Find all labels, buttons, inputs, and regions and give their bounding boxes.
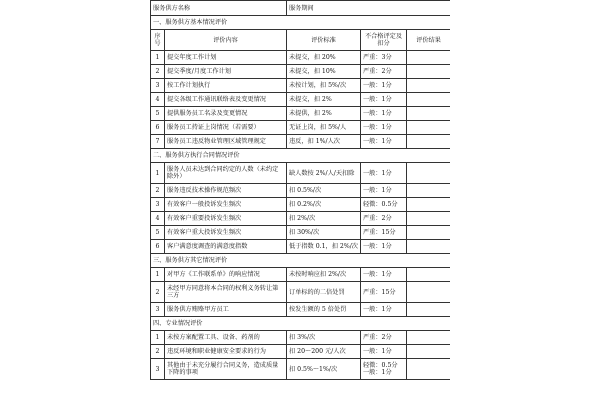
table-row (151, 198, 451, 212)
row-deduction: 一般：1分 (361, 240, 407, 254)
row-number: 3 (151, 79, 165, 93)
col-result-header: 评价结果 (407, 30, 451, 51)
row-content: 对甲方《工作联系单》的响应情况 (165, 268, 287, 282)
row-result-cell[interactable] (407, 135, 451, 149)
row-content: 违反环境和职业健康安全要求的行为 (165, 345, 287, 359)
row-number: 1 (151, 331, 165, 345)
evaluation-form (150, 0, 450, 400)
row-deduction: 严重：15分 (361, 282, 407, 303)
row-content: 提供服务员工名录及变更情况 (165, 107, 287, 121)
row-number: 7 (151, 135, 165, 149)
row-deduction: 严重：2分 (361, 212, 407, 226)
table-row (151, 240, 451, 254)
row-result-cell[interactable] (407, 198, 451, 212)
row-result-cell[interactable] (407, 107, 451, 121)
row-deduction: 一般：1分 (361, 345, 407, 359)
row-content: 提交各级工作通讯联络表及变更情况 (165, 93, 287, 107)
section-row (151, 317, 451, 331)
row-number: 3 (151, 303, 165, 317)
row-content: 客户满意度调查的满意度指数 (165, 240, 287, 254)
section-row (151, 16, 451, 30)
row-deduction: 一般：1分 (361, 93, 407, 107)
row-content: 服务供方贿赂甲方员工 (165, 303, 287, 317)
provider-name-label: 服务供方名称 (151, 1, 287, 16)
row-deduction: 一般：1分 (361, 135, 407, 149)
row-number: 1 (151, 268, 165, 282)
row-deduction: 一般：1分 (361, 268, 407, 282)
row-result-cell[interactable] (407, 282, 451, 303)
column-header-row (151, 30, 451, 51)
row-content: 未按方案配置工具、设备、药剂的 (165, 331, 287, 345)
row-content: 提交年度工作计划 (165, 51, 287, 65)
section-title: 四、专业情况评价 (151, 317, 451, 331)
table-row (151, 51, 451, 65)
row-number: 1 (151, 163, 165, 184)
row-standard: 未提交，扣 2% (287, 93, 361, 107)
header-row (151, 1, 451, 16)
row-result-cell[interactable] (407, 212, 451, 226)
table-row (151, 135, 451, 149)
row-result-cell[interactable] (407, 331, 451, 345)
table-row (151, 359, 451, 380)
row-number: 3 (151, 359, 165, 380)
row-deduction: 一般：1分 (361, 163, 407, 184)
row-number: 6 (151, 121, 165, 135)
row-result-cell[interactable] (407, 93, 451, 107)
table-row (151, 163, 451, 184)
table-row (151, 226, 451, 240)
row-standard: 扣 2%/次 (287, 212, 361, 226)
row-number: 4 (151, 212, 165, 226)
row-content: 有效客户重要投诉发生频次 (165, 212, 287, 226)
row-result-cell[interactable] (407, 121, 451, 135)
row-deduction: 一般：1分 (361, 121, 407, 135)
row-result-cell[interactable] (407, 268, 451, 282)
row-number: 3 (151, 198, 165, 212)
table-row (151, 93, 451, 107)
row-content: 服务人员未达到合同约定的人数（未约定除外） (165, 163, 287, 184)
row-standard: 扣 3%/次 (287, 331, 361, 345)
table-row (151, 345, 451, 359)
row-standard: 扣 0.2%/次 (287, 198, 361, 212)
row-deduction: 轻微：0.5分 (361, 198, 407, 212)
table-row (151, 303, 451, 317)
row-content: 提交季度/月度工作计划 (165, 65, 287, 79)
row-number: 4 (151, 93, 165, 107)
table-row (151, 268, 451, 282)
section-title: 一、服务供方基本情况评价 (151, 16, 451, 30)
row-deduction: 轻微：0.5分 一般：1分 (361, 359, 407, 380)
row-standard: 扣 20～200 元/人次 (287, 345, 361, 359)
row-number: 2 (151, 184, 165, 198)
row-content: 有效客户一般投诉发生频次 (165, 198, 287, 212)
row-standard: 缺人数按 2%/人/天扣除 (287, 163, 361, 184)
col-standard-header: 评价标准 (287, 30, 361, 51)
row-result-cell[interactable] (407, 345, 451, 359)
row-standard: 扣 0.5%/次 (287, 184, 361, 198)
table-row (151, 107, 451, 121)
row-number: 6 (151, 240, 165, 254)
row-number: 1 (151, 51, 165, 65)
row-result-cell[interactable] (407, 184, 451, 198)
row-deduction: 严重：3分 (361, 51, 407, 65)
row-standard: 扣 0.5%～1%/次 (287, 359, 361, 380)
row-deduction: 一般：1分 (361, 79, 407, 93)
row-standard: 无证上岗，扣 5%/人 (287, 121, 361, 135)
section-title: 三、服务供方其它情况评价 (151, 254, 451, 268)
row-deduction: 一般：1分 (361, 184, 407, 198)
row-number: 2 (151, 65, 165, 79)
row-result-cell[interactable] (407, 226, 451, 240)
row-standard: 未提供，扣 2% (287, 107, 361, 121)
table-row (151, 121, 451, 135)
col-deduction-header: 不合格评定及扣分 (361, 30, 407, 51)
row-content: 未经甲方同意将本合同的权利义务转让第三方 (165, 282, 287, 303)
row-content: 有效客户重大投诉发生频次 (165, 226, 287, 240)
row-content: 服务员工持证上岗情况（若需要） (165, 121, 287, 135)
row-number: 5 (151, 226, 165, 240)
table-row (151, 79, 451, 93)
col-no-header: 序号 (151, 30, 165, 51)
table-row (151, 184, 451, 198)
evaluation-table (150, 0, 450, 380)
row-standard: 低于指数 0.1，扣 2%/次 (287, 240, 361, 254)
row-standard: 按发生额的 5 倍处罚 (287, 303, 361, 317)
row-content: 按工作计划执行 (165, 79, 287, 93)
row-content: 服务违反技术操作规范频次 (165, 184, 287, 198)
row-deduction: 一般：1分 (361, 107, 407, 121)
row-number: 2 (151, 282, 165, 303)
section-row (151, 254, 451, 268)
service-period-label: 服务期间 (287, 1, 451, 16)
section-title: 二、服务供方执行合同情况评价 (151, 149, 451, 163)
row-deduction: 一般：1分 (361, 303, 407, 317)
row-result-cell[interactable] (407, 303, 451, 317)
row-result-cell[interactable] (407, 65, 451, 79)
row-result-cell[interactable] (407, 51, 451, 65)
section-row (151, 149, 451, 163)
row-number: 2 (151, 345, 165, 359)
table-row (151, 282, 451, 303)
table-row (151, 331, 451, 345)
row-standard: 违反，扣 1%/人次 (287, 135, 361, 149)
row-standard: 订单标的的二倍处罚 (287, 282, 361, 303)
row-content: 其他由于未充分履行合同义务，造成质量下降的事项 (165, 359, 287, 380)
row-standard: 未按计划，扣 5%/次 (287, 79, 361, 93)
row-result-cell[interactable] (407, 240, 451, 254)
row-result-cell[interactable] (407, 359, 451, 380)
row-standard: 未提交，扣 20% (287, 51, 361, 65)
row-content: 服务员工违反物业管理区域管理规定 (165, 135, 287, 149)
row-deduction: 严重：2分 (361, 65, 407, 79)
row-deduction: 严重：15分 (361, 226, 407, 240)
col-content-header: 评价内容 (165, 30, 287, 51)
row-deduction: 严重：2分 (361, 331, 407, 345)
row-standard: 扣 30%/次 (287, 226, 361, 240)
row-result-cell[interactable] (407, 163, 451, 184)
row-number: 5 (151, 107, 165, 121)
row-standard: 未按时响应扣 2%/次 (287, 268, 361, 282)
table-row (151, 65, 451, 79)
row-standard: 未提交，扣 10% (287, 65, 361, 79)
table-row (151, 212, 451, 226)
row-result-cell[interactable] (407, 79, 451, 93)
